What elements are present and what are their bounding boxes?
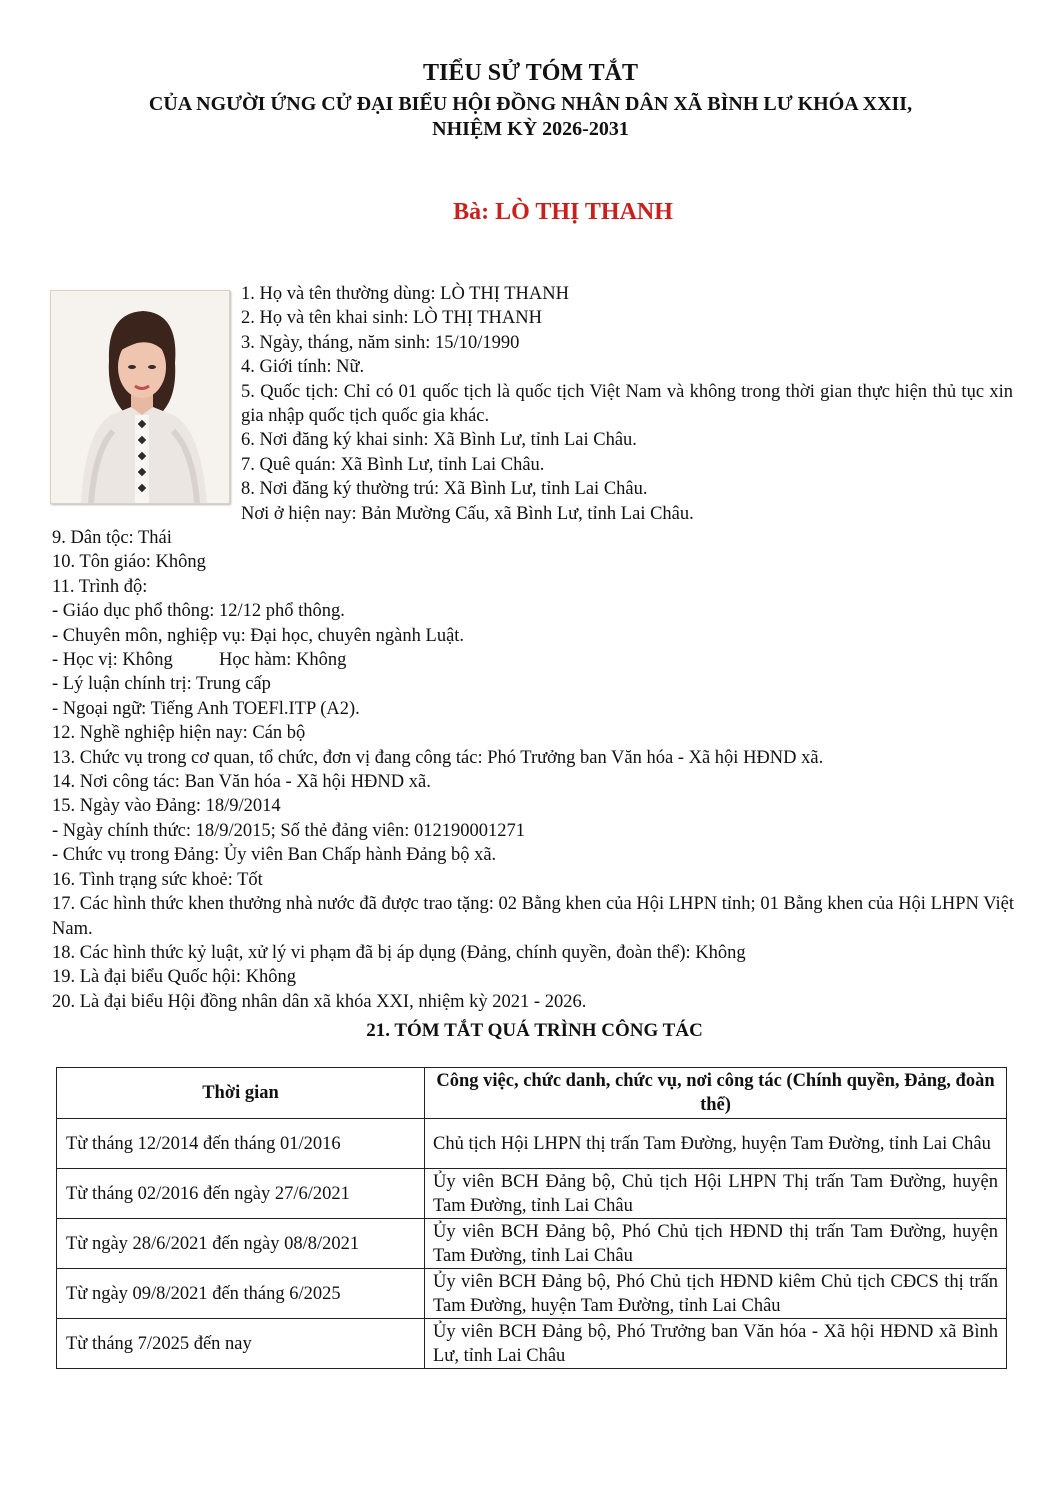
info-line: - Chức vụ trong Đảng: Ủy viên Ban Chấp hành Đảng bộ xã.	[52, 845, 497, 866]
info-line: 10. Tôn giáo: Không	[52, 552, 206, 573]
table-row	[57, 1219, 1007, 1269]
portrait-icon	[51, 291, 229, 503]
info-line: 5. Quốc tịch: Chỉ có 01 quốc tịch là quốc tịch Việt Nam và không trong thời gian thực hiện thủ tục xin gia nhập quốc tịch quốc gia khác.	[241, 381, 1013, 427]
info-line: 4. Giới tính: Nữ.	[241, 357, 365, 378]
info-line: - Ngoại ngữ: Tiếng Anh TOEFl.ITP (A2).	[52, 698, 360, 719]
info-line: - Giáo dục phổ thông: 12/12 phổ thông.	[52, 601, 345, 622]
info-line: Nơi ở hiện nay: Bản Mường Cấu, xã Bình Lư, tỉnh Lai Châu.	[241, 503, 694, 524]
table-header-row	[57, 1068, 1007, 1119]
portrait-photo	[50, 290, 230, 504]
document-subtitle	[0, 92, 1061, 142]
cell-position: Ủy viên BCH Đảng bộ, Phó Chủ tịch HĐND kiêm Chủ tịch CĐCS thị trấn Tam Đường, huyện Tam Đường, tỉnh Lai Châu	[425, 1269, 1007, 1319]
cell-position: Ủy viên BCH Đảng bộ, Chủ tịch Hội LHPN Thị trấn Tam Đường, huyện Tam Đường, tỉnh Lai Châu	[425, 1169, 1007, 1219]
cell-position: Ủy viên BCH Đảng bộ, Phó Chủ tịch HĐND thị trấn Tam Đường, huyện Tam Đường, tỉnh Lai Châu	[425, 1219, 1007, 1269]
info-line: 14. Nơi công tác: Ban Văn hóa - Xã hội HĐND xã.	[52, 772, 431, 793]
table-row	[57, 1319, 1007, 1369]
info-line: 3. Ngày, tháng, năm sinh: 15/10/1990	[241, 332, 520, 353]
info-line: 20. Là đại biểu Hội đồng nhân dân xã khóa XXI, nhiệm kỳ 2021 - 2026.	[52, 991, 587, 1012]
info-line: 11. Trình độ:	[52, 576, 148, 597]
info-line: 8. Nơi đăng ký thường trú: Xã Bình Lư, tỉnh Lai Châu.	[241, 479, 648, 500]
info-line: 18. Các hình thức kỷ luật, xử lý vi phạm đã bị áp dụng (Đảng, chính quyền, đoàn thể): Không	[52, 942, 746, 963]
column-header-time: Thời gian	[57, 1068, 425, 1119]
info-line: 6. Nơi đăng ký khai sinh: Xã Bình Lư, tỉnh Lai Châu.	[241, 430, 637, 451]
info-line: 13. Chức vụ trong cơ quan, tổ chức, đơn vị đang công tác: Phó Trưởng ban Văn hóa - Xã hội HĐND xã.	[52, 747, 824, 768]
info-line: 19. Là đại biểu Quốc hội: Không	[52, 967, 297, 988]
cell-time: Từ tháng 12/2014 đến tháng 01/2016	[57, 1119, 425, 1169]
info-line: 17. Các hình thức khen thưởng nhà nước đã được trao tặng: 02 Bằng khen của Hội LHPN tỉnh; 01 Bằng khen của Hội LHPN Việt Nam.	[52, 894, 1014, 939]
info-line: 16. Tình trạng sức khoẻ: Tốt	[52, 869, 263, 890]
cell-position: Ủy viên BCH Đảng bộ, Phó Trưởng ban Văn hóa - Xã hội HĐND xã Bình Lư, tỉnh Lai Châu	[425, 1319, 1007, 1369]
info-line: 12. Nghề nghiệp hiện nay: Cán bộ	[52, 723, 306, 744]
info-line: - Lý luận chính trị: Trung cấp	[52, 674, 271, 695]
cell-time: Từ tháng 7/2025 đến nay	[57, 1319, 425, 1369]
cell-time: Từ tháng 02/2016 đến ngày 27/6/2021	[57, 1169, 425, 1219]
work-history-table	[56, 1067, 1007, 1369]
info-line: - Ngày chính thức: 18/9/2015; Số thẻ đảng viên: 012190001271	[52, 820, 525, 841]
cell-time: Từ ngày 28/6/2021 đến ngày 08/8/2021	[57, 1219, 425, 1269]
subtitle-line-2: NHIỆM KỲ 2026-2031	[432, 118, 629, 140]
info-line: 9. Dân tộc: Thái	[52, 528, 172, 548]
info-line: 1. Họ và tên thường dùng: LÒ THỊ THANH	[241, 284, 569, 304]
table-row	[57, 1119, 1007, 1169]
personal-info-body	[52, 526, 1014, 1014]
info-line: - Học vị: Không Học hàm: Không	[52, 650, 347, 671]
info-line: 15. Ngày vào Đảng: 18/9/2014	[52, 796, 281, 817]
cell-time: Từ ngày 09/8/2021 đến tháng 6/2025	[57, 1269, 425, 1319]
candidate-heading: Bà: LÒ THỊ THANH	[453, 199, 673, 225]
personal-info-top	[241, 282, 1013, 526]
info-line: - Chuyên môn, nghiệp vụ: Đại học, chuyên ngành Luật.	[52, 625, 465, 646]
work-history-title: 21. TÓM TẮT QUÁ TRÌNH CÔNG TÁC	[366, 1020, 703, 1041]
table-row	[57, 1269, 1007, 1319]
info-line: 7. Quê quán: Xã Bình Lư, tỉnh Lai Châu.	[241, 454, 545, 475]
document-title: TIỂU SỬ TÓM TẮT	[423, 60, 638, 86]
cell-position: Chủ tịch Hội LHPN thị trấn Tam Đường, huyện Tam Đường, tỉnh Lai Châu	[425, 1119, 1007, 1169]
info-line: 2. Họ và tên khai sinh: LÒ THỊ THANH	[241, 308, 542, 329]
column-header-position: Công việc, chức danh, chức vụ, nơi công tác (Chính quyền, Đảng, đoàn thể)	[425, 1068, 1007, 1119]
subtitle-line-1: CỦA NGƯỜI ỨNG CỬ ĐẠI BIỂU HỘI ĐỒNG NHÂN DÂN XÃ BÌNH LƯ KHÓA XXII,	[148, 93, 913, 115]
table-row	[57, 1169, 1007, 1219]
